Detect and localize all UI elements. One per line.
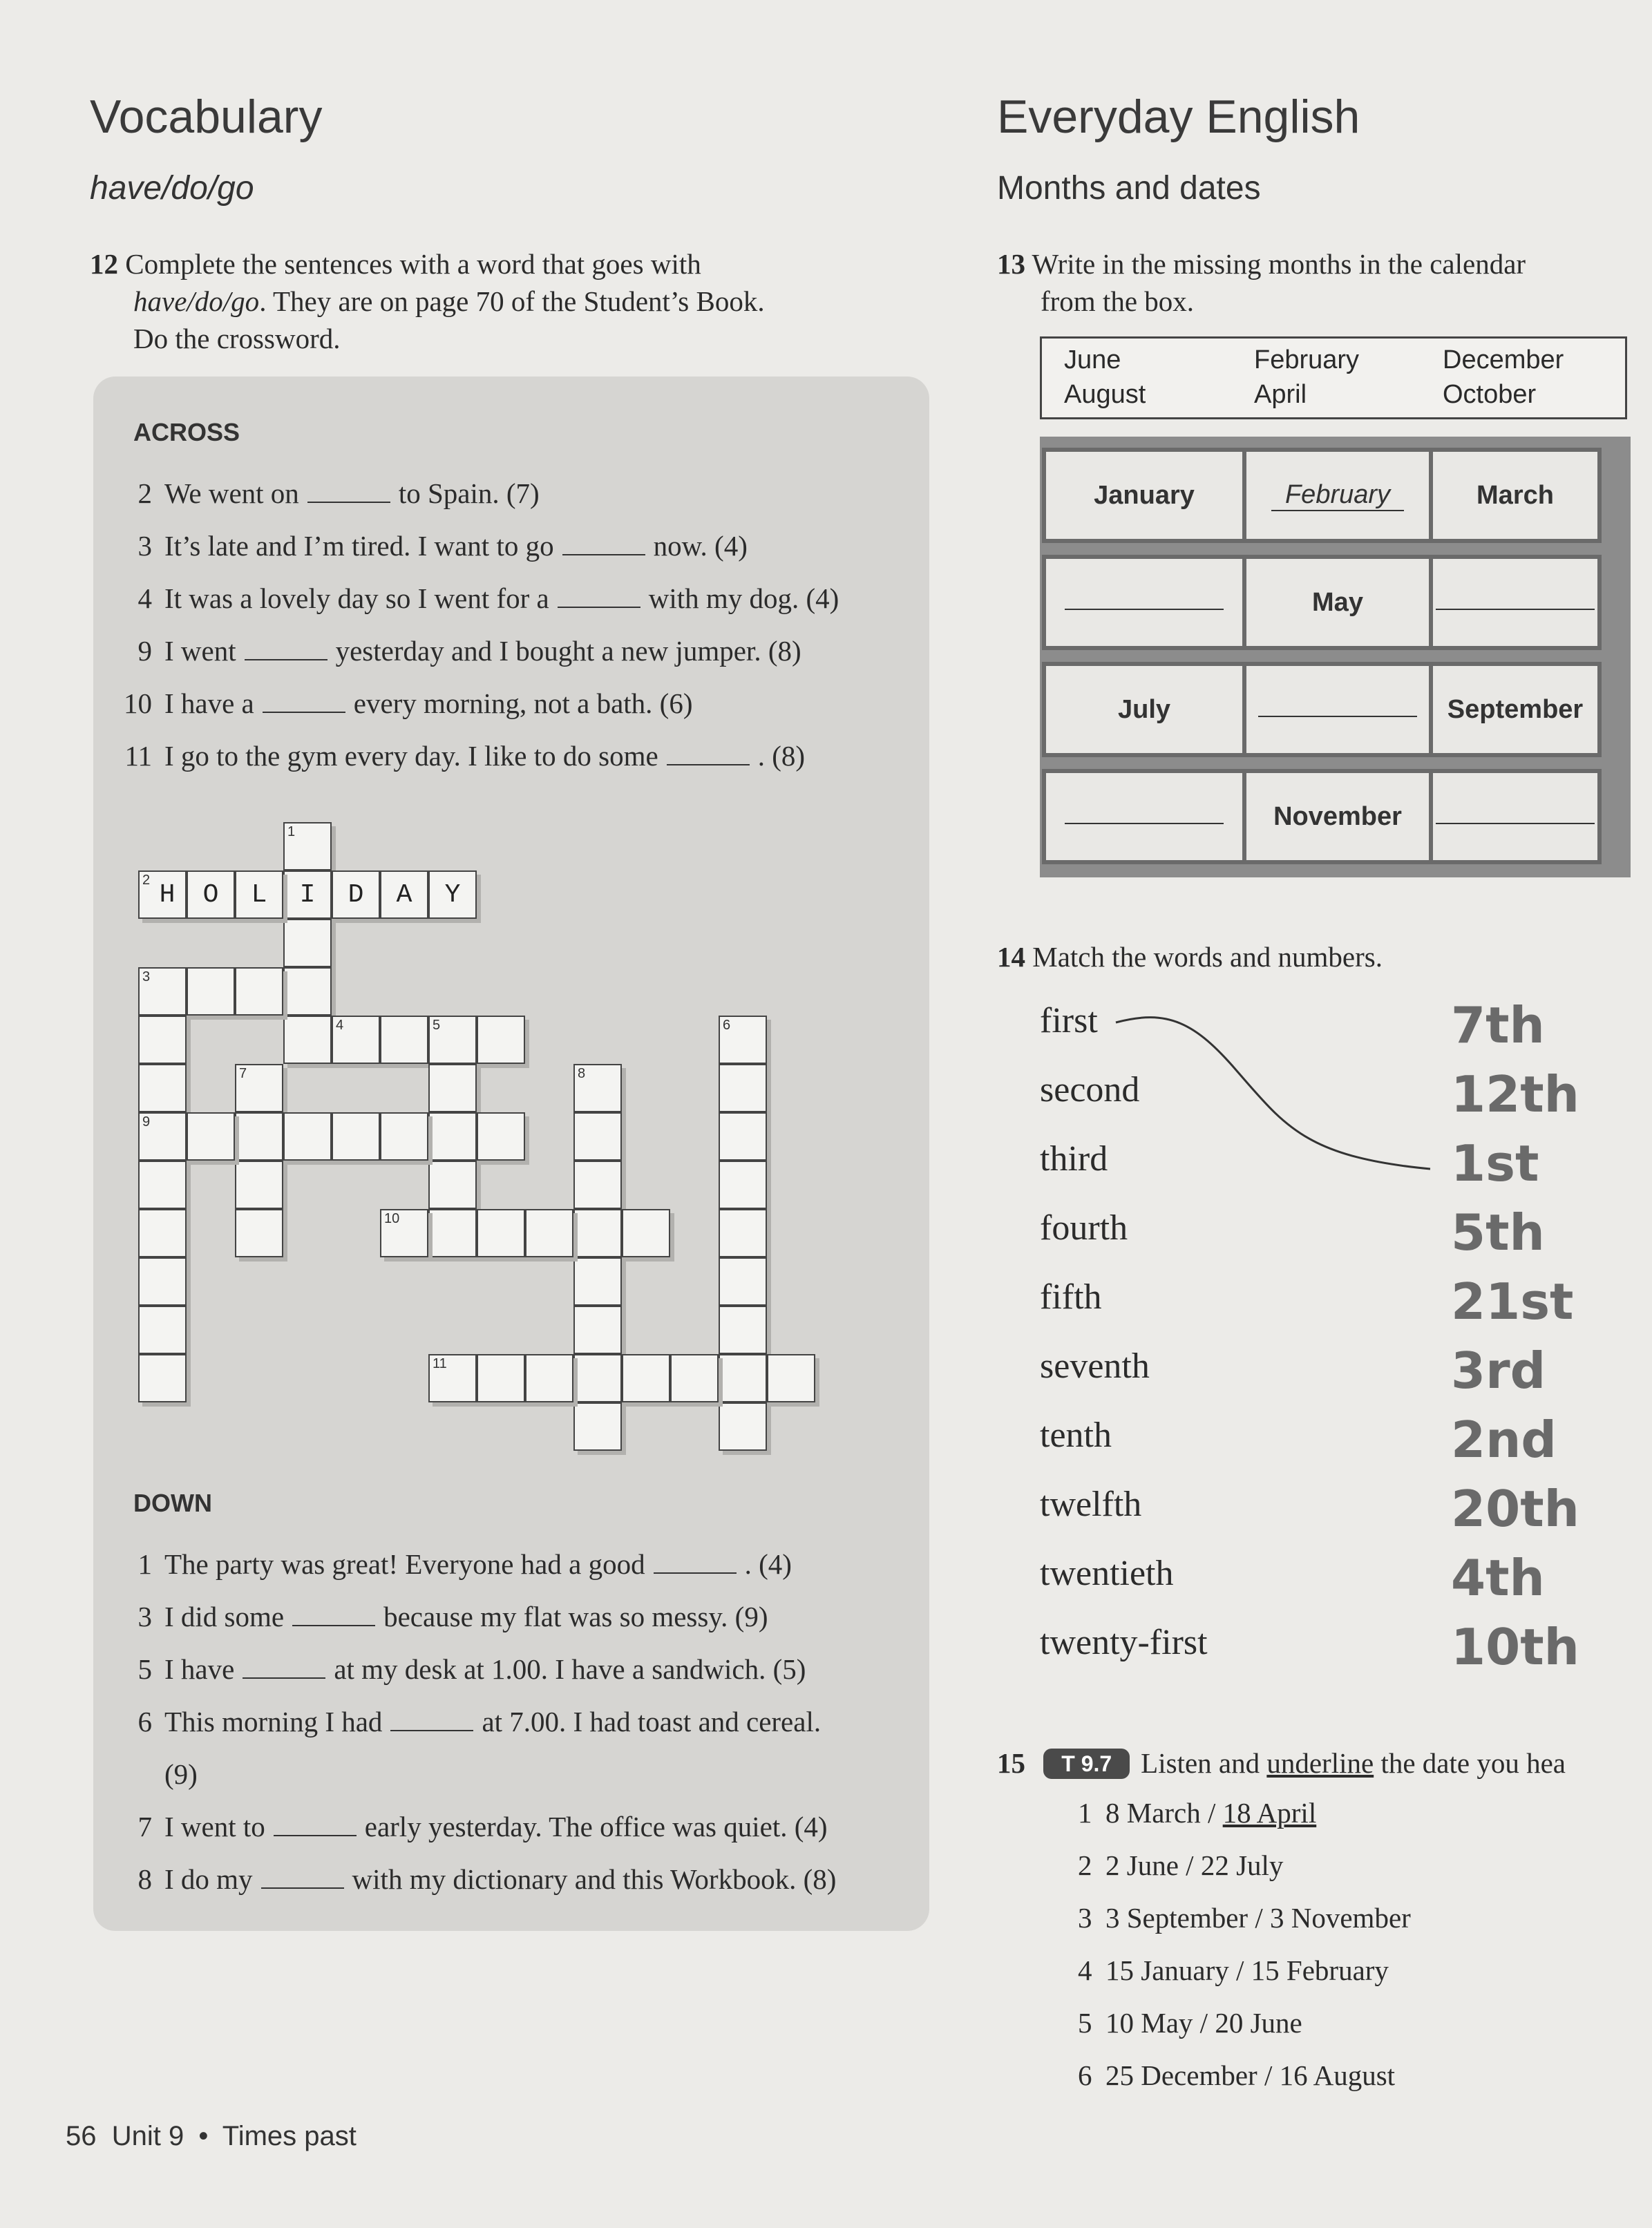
date-option-row: [1078, 1954, 1389, 1987]
vocabulary-title: Vocabulary: [90, 91, 323, 143]
date-option-row: [1078, 2006, 1302, 2039]
clue-text-before: (9): [164, 1758, 198, 1790]
clue-text-after: . (4): [744, 1548, 792, 1580]
crossword-cell[interactable]: [187, 967, 235, 1016]
ordinal-word[interactable]: tenth: [1040, 1416, 1112, 1455]
crossword-cell[interactable]: [719, 1402, 767, 1451]
answer-blank[interactable]: [390, 1730, 473, 1731]
clue-text-after: . (8): [757, 740, 805, 772]
clue-text-before: I went: [164, 635, 236, 667]
crossword-clue-number: 6: [723, 1018, 731, 1033]
crossword-cell[interactable]: [719, 1306, 767, 1354]
answer-blank[interactable]: [245, 659, 327, 660]
crossword-cell[interactable]: [235, 967, 283, 1016]
box-word: June: [1064, 345, 1121, 374]
date-choice-b[interactable]: 20 June: [1215, 2007, 1302, 2039]
clue-number: 1: [137, 1548, 152, 1580]
exercise-14-instructions: 14 Match the words and numbers.: [997, 941, 1383, 973]
crossword-cell[interactable]: [719, 1257, 767, 1306]
clue-item: [114, 1758, 198, 1791]
ordinal-number[interactable]: 7th: [1451, 996, 1545, 1054]
clue-item: [114, 1548, 792, 1581]
clue-number: 3: [137, 530, 152, 562]
date-separator: /: [1248, 1902, 1270, 1934]
crossword-clue-number: 4: [336, 1018, 344, 1033]
clue-item: [114, 1863, 836, 1896]
date-option-row: [1078, 1796, 1316, 1829]
date-option-row: [1078, 2059, 1395, 2092]
date-separator: /: [1228, 1954, 1251, 1986]
crossword-cell[interactable]: [138, 1257, 187, 1306]
crossword-cell[interactable]: [138, 1112, 187, 1161]
crossword-cell[interactable]: [380, 1112, 428, 1161]
clue-item: [114, 582, 839, 615]
crossword-cell[interactable]: [477, 1209, 525, 1257]
crossword-cell[interactable]: [477, 1112, 525, 1161]
crossword-clue-number: 8: [578, 1066, 586, 1081]
crossword-cell[interactable]: [283, 919, 332, 967]
calendar-cell: [1246, 559, 1429, 646]
page-footer: 56 Unit 9 • Times past: [66, 2121, 357, 2151]
crossword-cell[interactable]: [138, 1161, 187, 1209]
calendar-row: [1042, 662, 1602, 757]
exercise-13-instructions: 13 Write in the missing months in the calendar from the box.: [997, 248, 1526, 317]
crossword-cell[interactable]: [573, 1306, 622, 1354]
crossword-cell[interactable]: [138, 1064, 187, 1112]
month-name: September: [1447, 694, 1584, 724]
crossword-cell[interactable]: [573, 1161, 622, 1209]
vocabulary-subtitle: have/do/go: [90, 170, 254, 207]
ordinal-word[interactable]: fifth: [1040, 1277, 1102, 1317]
crossword-cell[interactable]: [428, 1112, 477, 1161]
clue-item: [114, 634, 801, 667]
answer-blank[interactable]: [667, 764, 750, 765]
ordinal-number[interactable]: 10th: [1451, 1618, 1579, 1676]
crossword-clue-number: 3: [142, 969, 151, 984]
crossword-cell[interactable]: [525, 1354, 573, 1402]
clue-text-before: I have a: [164, 687, 254, 719]
ordinal-number[interactable]: 20th: [1451, 1480, 1579, 1538]
ordinal-word[interactable]: twenty-first: [1040, 1623, 1208, 1662]
across-heading: ACROSS: [133, 418, 240, 446]
box-word: October: [1443, 380, 1537, 409]
crossword-cell[interactable]: [573, 1112, 622, 1161]
calendar-cell: [1046, 452, 1242, 539]
clue-text-before: The party was great! Everyone had a good: [164, 1548, 645, 1580]
crossword-cell[interactable]: [719, 1354, 767, 1402]
clue-text-after: to Spain. (7): [398, 477, 540, 509]
crossword-cell[interactable]: [138, 1306, 187, 1354]
crossword-cell[interactable]: [235, 1209, 283, 1257]
page-number: 56: [66, 2121, 97, 2151]
ordinal-word[interactable]: third: [1040, 1139, 1108, 1179]
crossword-cell[interactable]: [332, 1016, 380, 1064]
calendar-row: [1042, 555, 1602, 650]
month-name: March: [1477, 480, 1554, 510]
ordinal-word[interactable]: twentieth: [1040, 1554, 1174, 1593]
clue-text-after: at 7.00. I had toast and cereal.: [482, 1706, 822, 1737]
ordinal-number[interactable]: 4th: [1451, 1549, 1545, 1607]
crossword-cell[interactable]: [719, 1161, 767, 1209]
clue-item: [114, 739, 805, 772]
crossword-cell[interactable]: [573, 1064, 622, 1112]
calendar-cell: [1046, 666, 1242, 753]
crossword-cell[interactable]: [235, 1064, 283, 1112]
crossword-cell[interactable]: [332, 870, 380, 919]
ordinal-word[interactable]: fourth: [1040, 1208, 1128, 1248]
crossword-cell[interactable]: [573, 1209, 622, 1257]
clue-text-before: This morning I had: [164, 1706, 383, 1737]
crossword-clue-number: 2: [142, 873, 151, 888]
date-choice-b[interactable]: 18 April: [1222, 1797, 1317, 1829]
clue-item: [114, 1810, 828, 1843]
calendar-cell[interactable]: [1246, 666, 1429, 753]
calendar-cell[interactable]: [1246, 452, 1429, 539]
crossword-letter: Y: [444, 880, 461, 910]
clue-text-before: I go to the gym every day. I like to do some: [164, 740, 658, 772]
crossword-letter: H: [159, 880, 175, 910]
month-blank[interactable]: [1065, 823, 1224, 824]
crossword-cell[interactable]: [428, 1064, 477, 1112]
crossword-cell[interactable]: [235, 1112, 283, 1161]
crossword-cell[interactable]: [428, 1209, 477, 1257]
crossword-cell[interactable]: [719, 1112, 767, 1161]
date-number: 6: [1078, 2059, 1092, 2091]
crossword-cell[interactable]: [187, 870, 235, 919]
crossword-cell[interactable]: [283, 1016, 332, 1064]
clue-item: [114, 1600, 768, 1633]
crossword-cell[interactable]: [138, 1016, 187, 1064]
box-word: December: [1443, 345, 1564, 374]
clue-item: [114, 1705, 821, 1738]
crossword-cell[interactable]: [380, 1209, 428, 1257]
answer-blank[interactable]: [307, 502, 390, 503]
crossword-clue-number: 10: [384, 1211, 400, 1226]
clue-number: 9: [137, 635, 152, 667]
clue-item: [114, 687, 692, 720]
clue-text-before: It was a lovely day so I went for a: [164, 582, 549, 614]
crossword-clue-number: 11: [433, 1356, 447, 1371]
answer-blank[interactable]: [261, 1887, 344, 1889]
ordinal-number[interactable]: 2nd: [1451, 1411, 1557, 1469]
clue-number: 5: [137, 1653, 152, 1685]
clue-text-after: early yesterday. The office was quiet. (4): [364, 1811, 828, 1843]
date-number: 4: [1078, 1954, 1092, 1986]
date-choice-b[interactable]: 16 August: [1279, 2059, 1396, 2091]
clue-text-before: I went to: [164, 1811, 265, 1843]
clue-number: 8: [137, 1863, 152, 1895]
crossword-cell[interactable]: [719, 1016, 767, 1064]
crossword-cell[interactable]: [138, 1354, 187, 1402]
crossword-clue-number: 5: [433, 1018, 441, 1033]
month-blank[interactable]: [1436, 823, 1595, 824]
date-choice-a[interactable]: 15 January: [1105, 1954, 1229, 1986]
crossword-cell[interactable]: [138, 967, 187, 1016]
calendar-cell: [1433, 452, 1597, 539]
date-separator: /: [1178, 1849, 1201, 1881]
crossword-letter: D: [348, 880, 364, 910]
date-choice-b[interactable]: 3 November: [1270, 1902, 1411, 1934]
clue-number: 7: [137, 1811, 152, 1843]
crossword-cell[interactable]: [235, 870, 283, 919]
calendar-cell[interactable]: [1433, 559, 1597, 646]
crossword-cell[interactable]: [719, 1209, 767, 1257]
answer-blank[interactable]: [292, 1625, 375, 1626]
everyday-english-title: Everyday English: [997, 91, 1360, 143]
crossword-cell[interactable]: [477, 1354, 525, 1402]
crossword-cell[interactable]: [332, 1112, 380, 1161]
crossword-letter: L: [251, 880, 267, 910]
crossword-cell[interactable]: [138, 1209, 187, 1257]
crossword-cell[interactable]: [380, 1016, 428, 1064]
calendar-row: [1042, 769, 1602, 864]
month-blank[interactable]: [1065, 609, 1224, 610]
clue-text-after: at my desk at 1.00. I have a sandwich. (5): [334, 1653, 806, 1685]
date-option-row: [1078, 1901, 1411, 1934]
clue-text-before: It’s late and I’m tired. I want to go: [164, 530, 554, 562]
crossword-cell[interactable]: [283, 1112, 332, 1161]
date-number: 2: [1078, 1849, 1092, 1881]
date-choice-a[interactable]: 25 December: [1105, 2059, 1257, 2091]
date-choice-a[interactable]: 2 June: [1105, 1849, 1179, 1881]
date-number: 3: [1078, 1902, 1092, 1934]
month-blank[interactable]: [1436, 609, 1595, 610]
clue-text-after: every morning, not a bath. (6): [353, 687, 693, 719]
clue-text-after: yesterday and I bought a new jumper. (8): [335, 635, 801, 667]
date-choice-a[interactable]: 10 May: [1105, 2007, 1193, 2039]
answer-blank[interactable]: [654, 1572, 737, 1574]
ordinal-word[interactable]: first: [1040, 1001, 1098, 1040]
crossword-cell[interactable]: [719, 1064, 767, 1112]
clue-text-before: I do my: [164, 1863, 253, 1895]
clue-text-after: because my flat was so messy. (9): [383, 1601, 768, 1632]
crossword-letter: I: [299, 880, 316, 910]
clue-number: 2: [137, 477, 152, 509]
crossword-cell[interactable]: [428, 1161, 477, 1209]
date-choice-a[interactable]: 3 September: [1105, 1902, 1249, 1934]
calendar-cell: [1433, 666, 1597, 753]
crossword-cell[interactable]: [622, 1354, 670, 1402]
crossword-cell[interactable]: [283, 822, 332, 870]
clue-number: 11: [124, 740, 152, 772]
crossword-cell[interactable]: [138, 870, 187, 919]
date-separator: /: [1257, 2059, 1280, 2091]
crossword-cell[interactable]: [235, 1161, 283, 1209]
calendar-row: [1042, 448, 1602, 543]
answer-blank[interactable]: [274, 1835, 357, 1836]
ordinal-number[interactable]: 21st: [1451, 1273, 1574, 1331]
calendar-cell[interactable]: [1046, 773, 1242, 860]
clue-text-before: We went on: [164, 477, 299, 509]
date-separator: /: [1193, 2007, 1215, 2039]
match-line-example: [1112, 1009, 1437, 1181]
answer-blank[interactable]: [558, 607, 640, 608]
box-word: April: [1254, 380, 1307, 409]
audio-track-badge: T 9.7: [1043, 1749, 1130, 1779]
clue-number: 3: [137, 1601, 152, 1632]
date-choice-b[interactable]: 22 July: [1200, 1849, 1284, 1881]
month-blank[interactable]: [1258, 716, 1417, 717]
clue-item: [114, 529, 748, 562]
ordinal-number[interactable]: 3rd: [1451, 1342, 1546, 1400]
calendar-cell[interactable]: [1046, 559, 1242, 646]
crossword-cell[interactable]: [283, 870, 332, 919]
date-option-row: [1078, 1849, 1283, 1882]
answer-blank[interactable]: [263, 712, 345, 713]
date-number: 5: [1078, 2007, 1092, 2039]
month-name: November: [1273, 801, 1402, 831]
crossword-clue-number: 7: [239, 1066, 247, 1081]
month-name: January: [1094, 480, 1195, 510]
crossword-cell[interactable]: [428, 1354, 477, 1402]
crossword-cell[interactable]: [622, 1209, 670, 1257]
ordinal-word[interactable]: seventh: [1040, 1346, 1150, 1386]
crossword-clue-number: 9: [142, 1114, 151, 1130]
everyday-english-subtitle: Months and dates: [997, 170, 1261, 207]
exercise-12-instructions: 12 Complete the sentences with a word that goes with have/do/go. They are on page 70 of the Student’s Book. Do the crossword.: [90, 248, 765, 354]
unit-title: Times past: [222, 2121, 357, 2151]
clue-text-before: I have: [164, 1653, 235, 1685]
crossword-cell[interactable]: [428, 1016, 477, 1064]
month-name: May: [1312, 587, 1363, 617]
box-word: August: [1064, 380, 1146, 409]
clue-item: [114, 477, 540, 510]
clue-item: [114, 1653, 806, 1686]
crossword-cell[interactable]: [283, 967, 332, 1016]
date-separator: /: [1200, 1797, 1223, 1829]
date-number: 1: [1078, 1797, 1092, 1829]
ordinal-number[interactable]: 1st: [1451, 1134, 1539, 1192]
crossword-cell[interactable]: [187, 1112, 235, 1161]
clue-text-before: I did some: [164, 1601, 285, 1632]
ordinal-number[interactable]: 12th: [1451, 1065, 1579, 1123]
clue-number: 4: [137, 582, 152, 614]
ordinal-word[interactable]: second: [1040, 1070, 1140, 1110]
calendar-cell: [1246, 773, 1429, 860]
crossword-clue-number: 1: [287, 824, 296, 839]
date-choice-b[interactable]: 15 February: [1251, 1954, 1389, 1986]
clue-number: 10: [124, 687, 152, 719]
down-heading: DOWN: [133, 1489, 212, 1517]
clue-text-after: now. (4): [653, 530, 748, 562]
crossword-letter: A: [396, 880, 412, 910]
clue-number: 6: [137, 1706, 152, 1737]
date-choice-a[interactable]: 8 March: [1105, 1797, 1201, 1829]
clue-text-after: with my dog. (4): [648, 582, 839, 614]
ordinal-word[interactable]: twelfth: [1040, 1485, 1142, 1524]
crossword-cell[interactable]: [380, 870, 428, 919]
crossword-cell[interactable]: [573, 1354, 622, 1402]
crossword-cell[interactable]: [477, 1016, 525, 1064]
crossword-cell[interactable]: [428, 870, 477, 919]
crossword-cell[interactable]: [573, 1402, 622, 1451]
crossword-cell[interactable]: [767, 1354, 815, 1402]
box-word: February: [1254, 345, 1360, 374]
clue-text-after: with my dictionary and this Workbook. (8): [352, 1863, 837, 1895]
exercise-15-instructions: 15 T 9.7 Listen and underline the date you hea: [997, 1747, 1566, 1779]
month-name: February: [1271, 480, 1404, 511]
crossword-cell[interactable]: [670, 1354, 719, 1402]
crossword-cell[interactable]: [525, 1209, 573, 1257]
crossword-letter: O: [202, 880, 219, 910]
ordinal-number[interactable]: 5th: [1451, 1203, 1545, 1261]
calendar-cell[interactable]: [1433, 773, 1597, 860]
unit-label: Unit 9: [111, 2121, 184, 2151]
month-name: July: [1117, 694, 1171, 724]
answer-blank[interactable]: [562, 554, 645, 555]
exercise-number: 12: [90, 248, 118, 280]
answer-blank[interactable]: [243, 1677, 325, 1679]
crossword-cell[interactable]: [573, 1257, 622, 1306]
